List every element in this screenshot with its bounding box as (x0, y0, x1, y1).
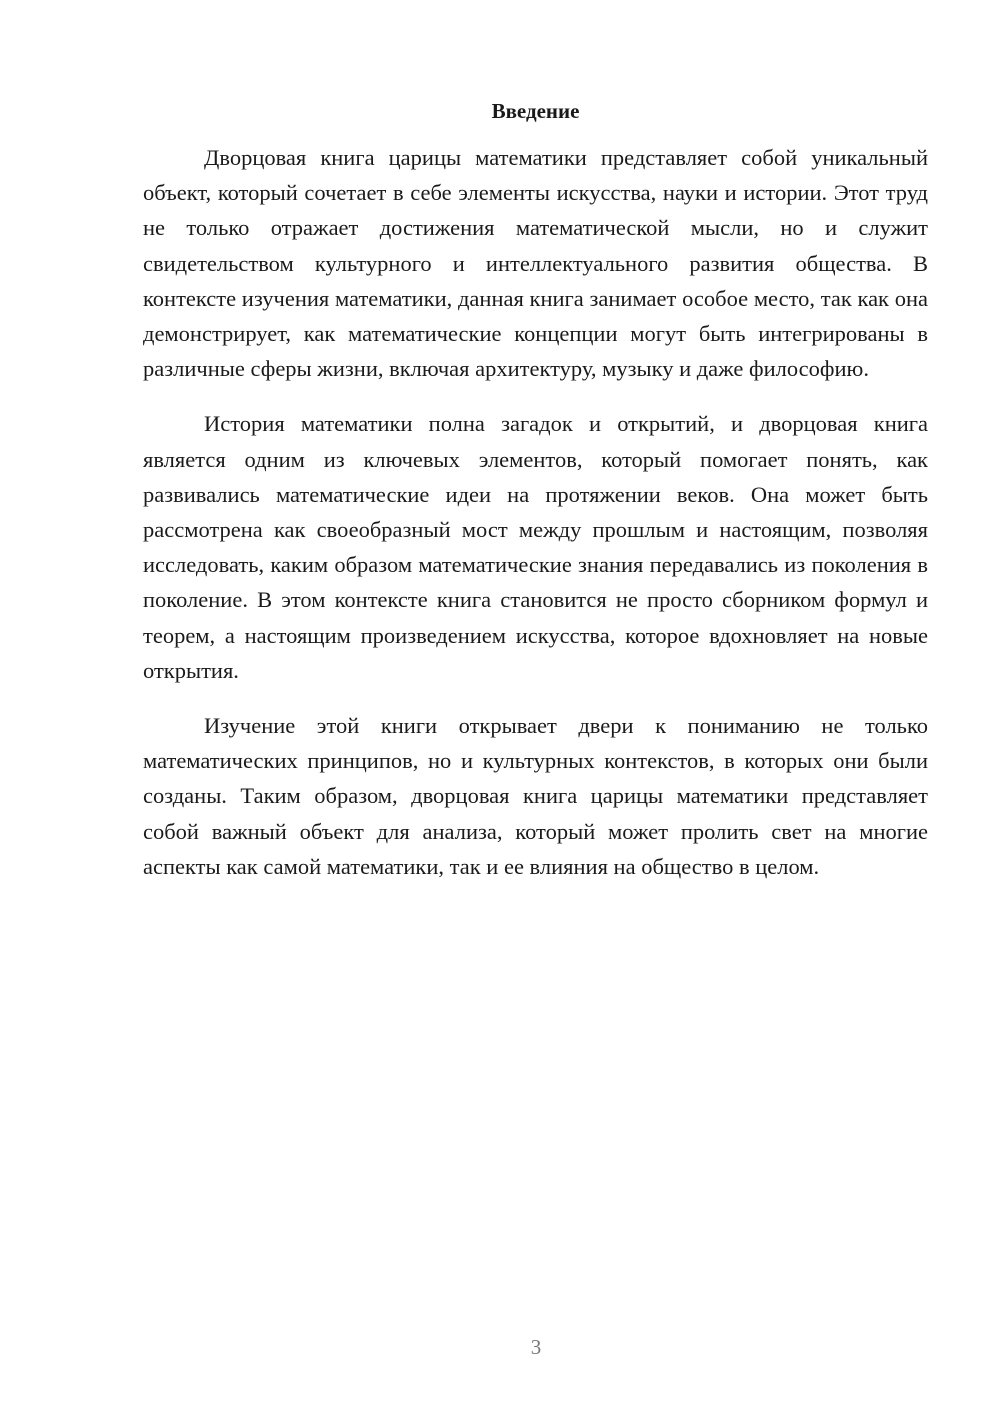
page-content (143, 96, 928, 904)
paragraph-1: Дворцовая книга царицы математики представляет собой уникальный объект, который сочетает в себе элементы искусства, науки и истории. Этот труд не только отражает достижения математической мысли, но и служит свидетельством культурного и интеллектуального развития общества. В контексте изучения математики, данная книга занимает особое место, так как она демонстрирует, как математические концепции могут быть интегрированы в различные сферы жизни, включая архитектуру, музыку и даже философию. (143, 145, 928, 382)
paragraph-2: История математики полна загадок и открытий, и дворцовая книга является одним из ключевых элементов, который помогает понять, как развивались математические идеи на протяжении веков. Она может быть рассмотрена как своеобразный мост между прошлым и настоящим, позволяя исследовать, каким образом математические знания передавались из поколения в поколение. В этом контексте книга становится не просто сборником формул и теорем, а настоящим произведением искусства, которое вдохновляет на новые открытия. (143, 411, 928, 683)
paragraph-3: Изучение этой книги открывает двери к пониманию не только математических принципов, но и культурных контекстов, в которых они были созданы. Таким образом, дворцовая книга царицы математики представляет собой важный объект для анализа, который может пролить свет на многие аспекты как самой математики, так и ее влияния на общество в целом. (143, 713, 928, 879)
page-title: Введение (491, 99, 580, 123)
page-number: 3 (530, 1335, 542, 1359)
